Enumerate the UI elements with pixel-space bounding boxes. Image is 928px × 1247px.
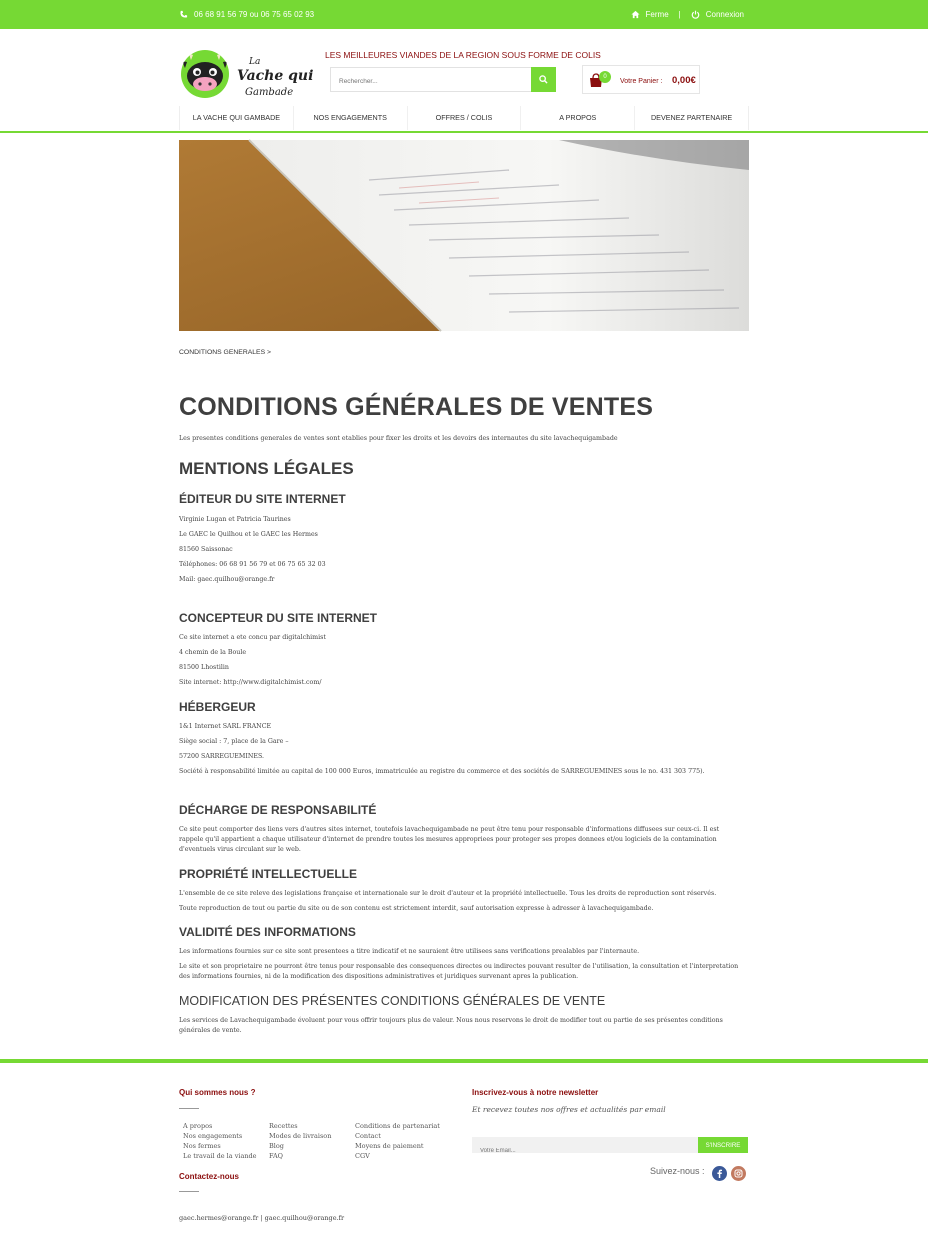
main-nav <box>179 106 749 130</box>
validite-heading: VALIDITÉ DES INFORMATIONS <box>179 925 356 939</box>
hebergeur-heading: HÉBERGEUR <box>179 700 256 714</box>
search-box <box>330 67 536 92</box>
logo-text-vache: Vache qui <box>237 68 314 84</box>
footer-divider <box>0 1059 928 1063</box>
hebergeur-line: Société à responsabilité limitée au capital de 100 000 Euros, immatriculée au registre du commerce et des sociétés de SARREGUEMINES sous le no. 431 303 775). <box>179 768 705 775</box>
cart-count-badge: 0 <box>599 71 611 83</box>
newsletter-heading: Inscrivez-vous à notre newsletter <box>472 1088 599 1097</box>
hebergeur-line: 1&1 Internet SARL FRANCE <box>179 723 272 730</box>
site-logo[interactable] <box>179 46 314 102</box>
footer-emails[interactable]: gaec.hermes@orange.fr | gaec.quilhou@orange.fr <box>179 1214 345 1222</box>
editeur-heading: ÉDITEUR DU SITE INTERNET <box>179 492 346 506</box>
newsletter-email-input[interactable] <box>472 1143 698 1159</box>
phone-icon <box>179 10 188 19</box>
footer-link-faq[interactable]: FAQ <box>269 1152 283 1160</box>
concepteur-line: 4 chemin de la Boule <box>179 649 247 656</box>
modification-text: Les services de Lavachequigambade évoluent pour vous offrir toujours plus de valeur. Nous nous reservons le droit de modifier tout ou partie de ses présentes conditions générales de vente. <box>179 1017 723 1034</box>
editeur-line: Le GAEC le Quilhou et le GAEC les Hermes <box>179 531 318 538</box>
logo-text-gambade: Gambade <box>245 87 294 98</box>
top-bar <box>0 0 928 29</box>
ferme-link[interactable]: Ferme <box>645 10 669 19</box>
nav-item-la-vache[interactable]: LA VACHE QUI GAMBADE <box>179 106 293 130</box>
nav-divider <box>0 131 928 133</box>
concepteur-heading: CONCEPTEUR DU SITE INTERNET <box>179 611 378 625</box>
editeur-line: 81560 Saissonac <box>179 546 233 553</box>
footer-col-2 <box>269 1121 331 1161</box>
footer-contact-heading: Contactez-nous <box>179 1172 239 1181</box>
search-button[interactable] <box>531 67 556 92</box>
page-title: CONDITIONS GÉNÉRALES DE VENTES <box>179 393 654 421</box>
power-icon <box>691 10 700 19</box>
phone-contact[interactable] <box>179 10 314 19</box>
footer-link-blog[interactable]: Blog <box>269 1142 284 1150</box>
search-input[interactable] <box>331 70 535 93</box>
footer-link-partenariat[interactable]: Conditions de partenariat <box>355 1122 440 1130</box>
footer-link-contact[interactable]: Contact <box>355 1132 381 1140</box>
editeur-line: Mail: gaec.quilhou@orange.fr <box>179 576 275 583</box>
nav-item-a-propos[interactable]: A PROPOS <box>520 106 634 130</box>
logo-text-la: La <box>249 57 261 67</box>
mentions-heading: MENTIONS LÉGALES <box>179 459 354 478</box>
footer-link-paiement[interactable]: Moyens de paiement <box>355 1142 424 1150</box>
nav-item-partenaire[interactable]: DEVENEZ PARTENAIRE <box>634 106 749 130</box>
hero-image <box>179 140 749 331</box>
home-icon <box>631 10 640 19</box>
newsletter-box <box>472 1137 698 1153</box>
footer-rule <box>179 1108 199 1109</box>
nav-item-engagements[interactable]: NOS ENGAGEMENTS <box>293 106 407 130</box>
newsletter-subtitle: Et recevez toutes nos offres et actualités par email <box>472 1105 666 1114</box>
hebergeur-line: Siège social : 7, place de la Gare – <box>179 738 289 745</box>
footer-col-1 <box>183 1121 257 1161</box>
footer-link-cgv[interactable]: CGV <box>355 1152 370 1160</box>
top-separator: | <box>678 10 681 19</box>
subscribe-button[interactable]: S'INSCRIRE <box>698 1137 748 1153</box>
nav-item-offres[interactable]: OFFRES / COLIS <box>407 106 521 130</box>
concepteur-line: Ce site internet a ete concu par digitalchimist <box>179 634 326 641</box>
footer-link-a-propos[interactable]: A propos <box>183 1122 213 1130</box>
footer-link-fermes[interactable]: Nos fermes <box>183 1142 221 1150</box>
header-tagline: LES MEILLEURES VIANDES DE LA REGION SOUS FORME DE COLIS <box>325 50 601 60</box>
decharge-text: Ce site peut comporter des liens vers d'autres sites internet, toutefois lavachequigambade ne peut être tenu pour responsable d'informations diffusees sur ceux-ci. Il est rappele qu'il appartient a chaque utilisateur d'internet de prendre toutes les mesures appropriees pour proteger ses propes donnees et/ou logiciels de la contamination d'eventuels virus circulant sur le web. <box>179 826 720 853</box>
footer-col-3 <box>355 1121 440 1161</box>
cow-logo-icon <box>179 46 314 102</box>
validite-line: Les informations fournies sur ce site sont presentees a titre indicatif et ne sauraient être utilisees sans verifications prealables par l'internaute. <box>179 948 640 955</box>
phone-numbers: 06 68 91 56 79 ou 06 75 65 02 93 <box>194 10 315 19</box>
editeur-line: Téléphones: 06 68 91 56 79 et 06 75 65 32 03 <box>179 561 326 568</box>
concepteur-website-link[interactable]: Site internet: http://www.digitalchimist.com/ <box>179 679 322 686</box>
footer-link-livraison[interactable]: Modes de livraison <box>269 1132 332 1140</box>
instagram-icon[interactable] <box>731 1166 746 1181</box>
breadcrumb-current: CONDITIONS GENERALES <box>179 349 266 356</box>
footer-link-engagements[interactable]: Nos engagements <box>183 1132 243 1140</box>
cart-amount: 0,00€ <box>672 75 696 86</box>
concepteur-line: 81500 Lhostilin <box>179 664 229 671</box>
facebook-icon[interactable] <box>712 1166 727 1181</box>
propriete-heading: PROPRIÉTÉ INTELLECTUELLE <box>179 867 358 881</box>
propriete-line: Toute reproduction de tout ou partie du site ou de son contenu est strictement interdit, sauf autorisation expresse à adresser à lavachequigambade. <box>179 905 654 912</box>
propriete-line: L'ensemble de ce site releve des legislations française et internationale sur le droit d'auteur et la propriété intellectuelle. Tous les droits de reproduction sont réservés. <box>179 890 717 897</box>
validite-line: Le site et son proprietaire ne pourront être tenus pour responsable des consequences directes ou indirectes pouvant resulter de l'utilisation, la consultation et l'interpretation des informations fournies, ni de la modification des dispositions administratives et juridiques survenant apres la publication. <box>179 963 739 980</box>
footer-link-recettes[interactable]: Recettes <box>269 1122 298 1130</box>
footer-rule <box>179 1191 199 1192</box>
decharge-heading: DÉCHARGE DE RESPONSABILITÉ <box>179 803 377 817</box>
cart-widget[interactable] <box>582 65 700 94</box>
hebergeur-line: 57200 SARREGUEMINES. <box>179 753 265 760</box>
search-icon <box>539 75 548 84</box>
connexion-link[interactable]: Connexion <box>705 10 744 19</box>
modification-heading: MODIFICATION DES PRÉSENTES CONDITIONS GÉNÉRALES DE VENTE <box>179 994 606 1008</box>
intro-text: Les presentes conditions generales de ventes sont etablies pour fixer les droits et les devoirs des internautes du site lavachequigambade <box>179 435 618 442</box>
site-header <box>179 41 749 101</box>
cart-label: Votre Panier : <box>620 78 663 85</box>
footer-link-travail-viande[interactable]: Le travail de la viande <box>183 1152 257 1160</box>
follow-label: Suivez-nous : <box>650 1166 705 1176</box>
top-links <box>631 10 744 19</box>
editeur-line: Virginie Lugan et Patricia Taurines <box>179 516 291 523</box>
breadcrumb: CONDITIONS GENERALES > <box>179 349 271 356</box>
footer-about-heading: Qui sommes nous ? <box>179 1088 256 1097</box>
